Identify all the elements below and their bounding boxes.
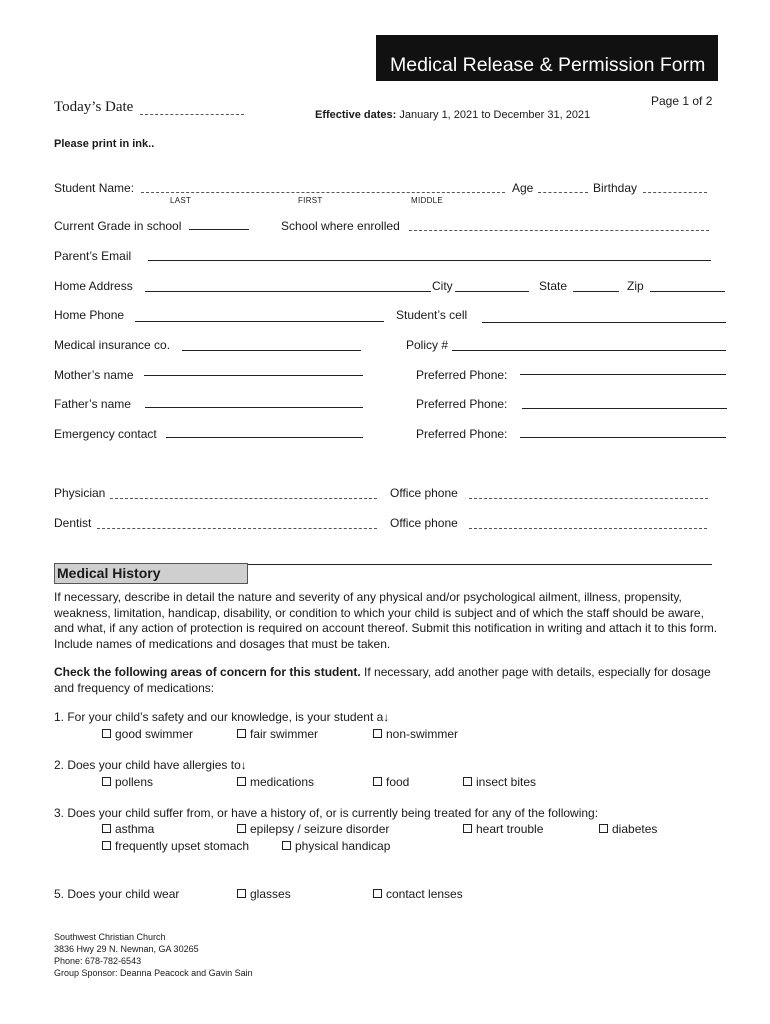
school-enrolled-field[interactable] xyxy=(409,230,709,231)
question-1: 1. For your child’s safety and our knowledge, is your student a↓ xyxy=(54,710,390,724)
checkbox-icon xyxy=(237,729,246,738)
option-good-swimmer[interactable] xyxy=(102,727,193,741)
option-label: medications xyxy=(250,775,315,789)
option-diabetes[interactable] xyxy=(599,822,657,836)
city-field[interactable] xyxy=(455,291,529,292)
checkbox-icon xyxy=(237,889,246,898)
checkbox-icon xyxy=(463,777,472,786)
father-preferred-phone-label: Preferred Phone: xyxy=(416,397,508,411)
option-label: heart trouble xyxy=(476,822,544,836)
policy-field[interactable] xyxy=(452,350,726,351)
option-upset-stomach[interactable] xyxy=(102,839,249,853)
checkbox-icon xyxy=(237,777,246,786)
fathers-name-label: Father’s name xyxy=(54,397,131,411)
checkbox-icon xyxy=(102,777,111,786)
city-label: City xyxy=(432,279,453,293)
footer-org: Southwest Christian Church xyxy=(54,932,166,942)
option-label: epilepsy / seizure disorder xyxy=(250,822,390,836)
state-label: State xyxy=(539,279,568,293)
title-banner xyxy=(376,35,718,81)
emergency-contact-field[interactable] xyxy=(166,437,363,438)
mother-preferred-phone-label: Preferred Phone: xyxy=(416,368,508,382)
medical-insurance-field[interactable] xyxy=(182,350,361,351)
option-contact-lenses[interactable] xyxy=(373,887,463,901)
parents-email-label: Parent’s Email xyxy=(54,249,132,263)
dentist-label: Dentist xyxy=(54,516,92,530)
option-label: physical handicap xyxy=(295,839,391,853)
option-fair-swimmer[interactable] xyxy=(237,727,318,741)
question-3: 3. Does your child suffer from, or have a history of, or is currently being treated for any of the following: xyxy=(54,806,599,820)
option-label: food xyxy=(386,775,410,789)
checkbox-icon xyxy=(102,841,111,850)
footer-address: 3836 Hwy 29 N. Newnan, GA 30265 xyxy=(54,944,199,954)
page-indicator: Page 1 of 2 xyxy=(651,94,713,108)
home-address-field[interactable] xyxy=(145,291,431,292)
option-label: good swimmer xyxy=(115,727,194,741)
student-name-field[interactable] xyxy=(141,192,505,193)
mothers-name-label: Mother’s name xyxy=(54,368,134,382)
policy-label: Policy # xyxy=(406,338,449,352)
option-physical-handicap[interactable] xyxy=(282,839,390,853)
option-pollens[interactable] xyxy=(102,775,153,789)
age-field[interactable] xyxy=(538,192,588,193)
option-label: frequently upset stomach xyxy=(115,839,250,853)
father-preferred-phone-field[interactable] xyxy=(522,408,727,409)
emergency-preferred-phone-field[interactable] xyxy=(520,437,726,438)
zip-label: Zip xyxy=(627,279,644,293)
current-grade-label: Current Grade in school xyxy=(54,219,182,233)
option-label: diabetes xyxy=(612,822,658,836)
question-5: 5. Does your child wear xyxy=(54,887,180,901)
medical-history-intro: If necessary, describe in detail the nature and severity of any physical and/or psychological ailment, illness, propensity, weakness, limitation, handicap, disability, or condition to which your child is subject and of which the staff should be aware, and what, if any action of protection is required on account thereof. Submit this notification in writing and attach it to this form. Include names of medications and dosages that must be taken. xyxy=(54,590,718,651)
section-divider xyxy=(248,564,712,565)
option-food[interactable] xyxy=(373,775,409,789)
form-title: Medical Release & Permission Form xyxy=(390,54,706,76)
option-label: fair swimmer xyxy=(250,727,318,741)
todays-date-field[interactable] xyxy=(140,114,244,115)
state-field[interactable] xyxy=(573,291,619,292)
option-label: contact lenses xyxy=(386,887,463,901)
home-address-label: Home Address xyxy=(54,279,133,293)
school-enrolled-label: School where enrolled xyxy=(281,219,400,233)
checkbox-icon xyxy=(102,824,111,833)
mother-preferred-phone-field[interactable] xyxy=(520,374,726,375)
checkbox-icon xyxy=(282,841,291,850)
effective-dates xyxy=(315,109,590,121)
first-sublabel: FIRST xyxy=(298,196,323,205)
dentist-office-phone-label: Office phone xyxy=(390,516,458,530)
option-medications[interactable] xyxy=(237,775,314,789)
print-note: Please print in ink.. xyxy=(54,138,155,150)
option-insect-bites[interactable] xyxy=(463,775,536,789)
check-instructions-rest: If necessary, add another page with details, especially for dosage and frequency of medications: xyxy=(54,665,711,695)
check-instructions-bold: Check the following areas of concern for this student. xyxy=(54,665,361,679)
student-name-label: Student Name: xyxy=(54,181,135,195)
medical-history-heading: Medical History xyxy=(57,565,161,581)
home-phone-field[interactable] xyxy=(135,321,384,322)
checkbox-icon xyxy=(463,824,472,833)
effective-value: January 1, 2021 to December 31, 2021 xyxy=(399,109,591,121)
physician-office-phone-label: Office phone xyxy=(390,486,458,500)
parents-email-field[interactable] xyxy=(148,260,711,261)
checkbox-icon xyxy=(599,824,608,833)
physician-label: Physician xyxy=(54,486,106,500)
age-label: Age xyxy=(512,181,534,195)
effective-label: Effective dates: xyxy=(315,109,397,121)
emergency-preferred-phone-label: Preferred Phone: xyxy=(416,427,508,441)
question-2: 2. Does your child have allergies to↓ xyxy=(54,758,247,772)
zip-field[interactable] xyxy=(650,291,725,292)
birthday-label: Birthday xyxy=(593,181,638,195)
option-heart-trouble[interactable] xyxy=(463,822,543,836)
option-glasses[interactable] xyxy=(237,887,291,901)
medical-history-heading-box xyxy=(54,563,248,584)
option-label: non-swimmer xyxy=(386,727,459,741)
todays-date-label: Today’s Date xyxy=(54,99,134,115)
footer-sponsor: Group Sponsor: Deanna Peacock and Gavin Sain xyxy=(54,968,253,978)
birthday-field[interactable] xyxy=(643,192,707,193)
footer-phone: Phone: 678-782-6543 xyxy=(54,956,142,966)
option-epilepsy[interactable] xyxy=(237,822,389,836)
current-grade-field[interactable] xyxy=(189,229,249,230)
option-non-swimmer[interactable] xyxy=(373,727,458,741)
option-label: insect bites xyxy=(476,775,537,789)
students-cell-label: Student’s cell xyxy=(396,308,468,322)
option-label: pollens xyxy=(115,775,154,789)
mothers-name-field[interactable] xyxy=(144,375,363,376)
option-label: glasses xyxy=(250,887,291,901)
checkbox-icon xyxy=(102,729,111,738)
dentist-office-phone-field[interactable] xyxy=(469,528,707,529)
last-sublabel: LAST xyxy=(170,196,192,205)
home-phone-label: Home Phone xyxy=(54,308,125,322)
emergency-contact-label: Emergency contact xyxy=(54,427,157,441)
physician-office-phone-field[interactable] xyxy=(469,498,708,499)
students-cell-field[interactable] xyxy=(482,322,726,323)
option-label: asthma xyxy=(115,822,155,836)
middle-sublabel: MIDDLE xyxy=(411,196,444,205)
checkbox-icon xyxy=(373,889,382,898)
footer xyxy=(54,931,253,979)
checkbox-icon xyxy=(373,777,382,786)
medical-insurance-label: Medical insurance co. xyxy=(54,338,171,352)
physician-field[interactable] xyxy=(110,498,377,499)
checkbox-icon xyxy=(373,729,382,738)
dentist-field[interactable] xyxy=(97,528,377,529)
fathers-name-field[interactable] xyxy=(145,407,363,408)
checkbox-icon xyxy=(237,824,246,833)
check-instructions xyxy=(54,665,718,696)
option-asthma[interactable] xyxy=(102,822,154,836)
